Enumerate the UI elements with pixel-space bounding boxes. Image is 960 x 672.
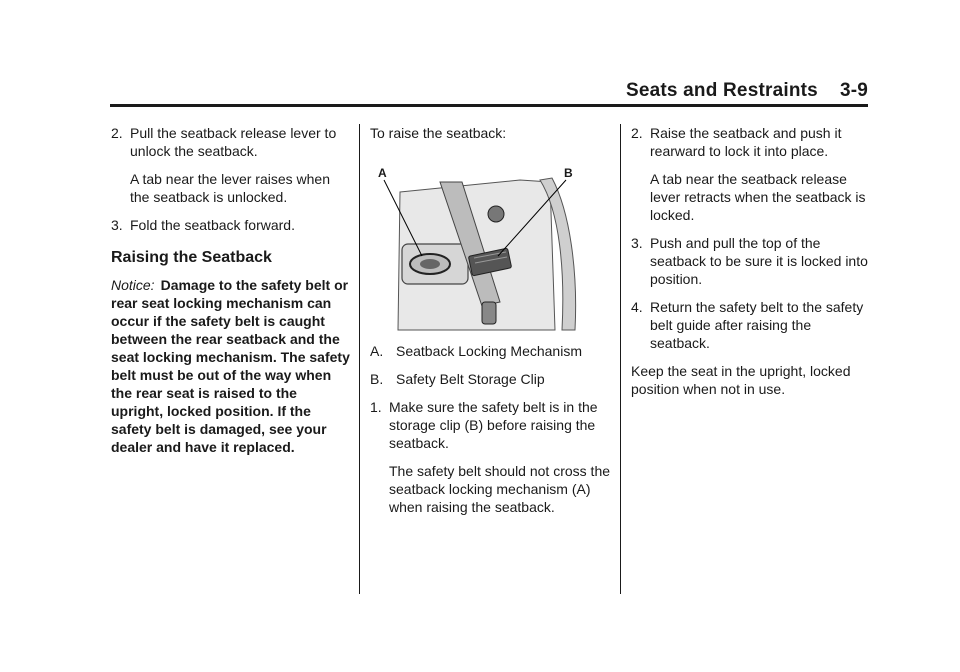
notice-label: Notice: bbox=[111, 277, 155, 293]
column-divider-1 bbox=[359, 124, 360, 594]
column-right bbox=[631, 124, 871, 408]
caption-letter: B. bbox=[370, 371, 384, 387]
step-note: A tab near the seatback release lever retracts when the seatback is locked. bbox=[650, 171, 866, 223]
page-number: 3-9 bbox=[839, 80, 868, 101]
step-3-fold bbox=[111, 216, 351, 234]
step-number: 2. bbox=[111, 125, 123, 141]
column-middle bbox=[370, 124, 610, 526]
step-number: 3. bbox=[631, 235, 643, 251]
step-number: 1. bbox=[370, 399, 382, 415]
notice-block bbox=[111, 276, 351, 456]
caption-text: Safety Belt Storage Clip bbox=[396, 371, 545, 387]
belt-buckle bbox=[482, 302, 496, 324]
page-header bbox=[626, 80, 868, 102]
column-divider-2 bbox=[620, 124, 621, 594]
seatback-illustration bbox=[370, 152, 580, 332]
belt-guide bbox=[488, 206, 504, 222]
notice-text: Damage to the safety belt or rear seat locking mechanism can occur if the safety belt is caught between the rear seatback and the seat locking mechanism. The safety belt must be out of the way when the rear seat is raised to the upright, locked position. If the safety belt is damaged, see your dealer and have it replaced. bbox=[111, 277, 350, 455]
section-heading: Raising the Seatback bbox=[111, 249, 272, 266]
figure-label-b: B bbox=[564, 166, 573, 180]
caption-a bbox=[370, 342, 610, 360]
caption-b bbox=[370, 370, 610, 388]
step-text: Return the safety belt to the safety belt guide after raising the seatback. bbox=[650, 299, 864, 351]
header-rule bbox=[110, 104, 868, 107]
intro-text: To raise the seatback: bbox=[370, 125, 507, 141]
closing-text: Keep the seat in the upright, locked position when not in use. bbox=[631, 363, 851, 397]
step-2-raise bbox=[631, 124, 871, 224]
seatback-drawing bbox=[370, 152, 580, 332]
step-text: Make sure the safety belt is in the storage clip (B) before raising the seatback. bbox=[389, 399, 598, 451]
step-2-unlock bbox=[111, 124, 351, 206]
step-text: Fold the seatback forward. bbox=[130, 217, 295, 233]
step-4-return-belt bbox=[631, 298, 871, 352]
step-number: 4. bbox=[631, 299, 643, 315]
caption-letter: A. bbox=[370, 343, 384, 359]
step-1-belt-check bbox=[370, 398, 610, 516]
step-note: A tab near the lever raises when the seatback is unlocked. bbox=[130, 171, 331, 205]
step-text: Push and pull the top of the seatback to be sure it is locked into position. bbox=[650, 235, 868, 287]
lock-lever-core bbox=[420, 259, 440, 269]
caption-text: Seatback Locking Mechanism bbox=[396, 343, 582, 359]
step-3-check-lock bbox=[631, 234, 871, 288]
step-text: Pull the seatback release lever to unlock the seatback. bbox=[130, 125, 337, 159]
step-number: 2. bbox=[631, 125, 643, 141]
section-title: Seats and Restraints bbox=[625, 80, 818, 101]
column-left bbox=[111, 124, 351, 456]
step-text: Raise the seatback and push it rearward to lock it into place. bbox=[650, 125, 842, 159]
step-note: The safety belt should not cross the seatback locking mechanism (A) when raising the seatback. bbox=[389, 463, 611, 515]
figure-label-a: A bbox=[378, 166, 387, 180]
step-number: 3. bbox=[111, 217, 123, 233]
